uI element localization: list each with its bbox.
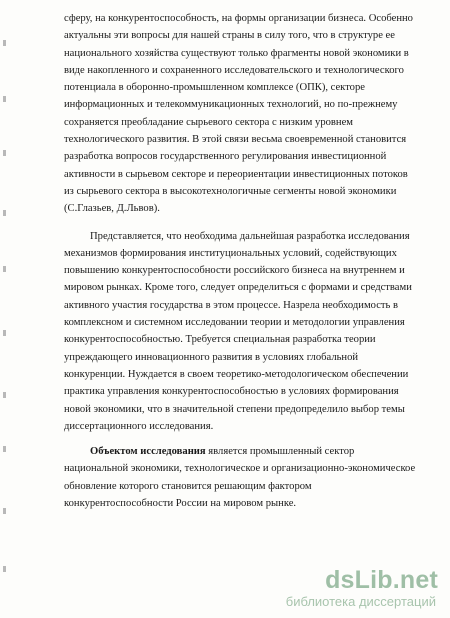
paragraph-line: конкурентоспособности России на мировом рынке. (64, 498, 297, 510)
paragraph-line: разработка вопросов государственного регулирования инвестиционной (64, 151, 387, 163)
paragraph-line: потенциала в оборонно-промышленном комплексе (ОПК), секторе (64, 82, 365, 94)
scan-margin-marks (0, 0, 12, 618)
paragraph-2 (64, 228, 418, 436)
paragraph-line: диссертационного исследования. (64, 420, 214, 432)
paragraph-line: обновление которого становится решающим фактором (64, 480, 312, 492)
paragraph-line: технологического развития. В этой связи весьма своевременной становится (64, 134, 407, 146)
paragraph-line: механизмов формирования институциональных условий, содействующих (64, 247, 397, 259)
paragraph-line (64, 443, 418, 460)
paragraph-3 (64, 443, 418, 512)
object-heading: Объектом исследования (90, 446, 206, 458)
paragraph-line: активности в сырьевом секторе и переориентации инвестиционных потоков (64, 168, 408, 180)
paragraph-line-rest: является промышленный сектор (205, 446, 355, 458)
paragraph-line: сохраняется преобладание сырьевого сектора с низким уровнем (64, 116, 354, 128)
paragraph-line: национальной экономики, технологическое и организационно-экономическое (64, 463, 416, 475)
watermark-subtitle: библиотека диссертаций (285, 594, 436, 609)
document-page (64, 10, 418, 512)
paragraph-line: комплексном и системном исследовании теории и методологии управления (64, 317, 405, 329)
paragraph-line: мировом рынках. Кроме того, следует определиться с формами и средствами (64, 282, 412, 294)
paragraph-line: повышению конкурентоспособности российского бизнеса на внутреннем и (64, 265, 405, 277)
paragraph-line: (С.Глазьев, Д.Львов). (64, 203, 160, 215)
paragraph-line: конкурентоспособностью. Требуется специальная разработка теории (64, 334, 376, 346)
paragraph-line: виде накопленного и сохраненного исследовательского и технологического (64, 64, 404, 76)
paragraph-line: упреждающего инновационного развития в условиях глобальной (64, 351, 359, 363)
paragraph-line: активного участия государства в этом процессе. Назрела необходимость в (64, 299, 399, 311)
paragraph-line: из сырьевого сектора в высокотехнологичные сегменты новой экономики (64, 185, 397, 197)
paragraph-line: конкуренции. Нуждается в своем теоретико-методологическом обеспечении (64, 368, 409, 380)
paragraph-line: информационных и телекоммуникационных технологий, но по-прежнему (64, 99, 398, 111)
paragraph-1 (64, 10, 418, 218)
dslib-watermark (268, 566, 446, 614)
paragraph-line: актуальны эти вопросы для нашей страны в силу того, что в структуре ее (64, 30, 395, 42)
paragraph-line: сферу, на конкурентоспособность, на формы организации бизнеса. Особенно (64, 13, 413, 24)
paragraph-line: национального хозяйства существуют только фрагменты новой экономики в (64, 47, 409, 59)
paragraph-line: практика управления конкурентоспособностью в условиях формирования (64, 386, 399, 398)
paragraph-line: Представляется, что необходима дальнейшая разработка исследования (90, 230, 410, 242)
watermark-title: dsLib.net (325, 566, 438, 594)
paragraph-line: новой экономики, что в значительной степени предопределило выбор темы (64, 403, 405, 415)
